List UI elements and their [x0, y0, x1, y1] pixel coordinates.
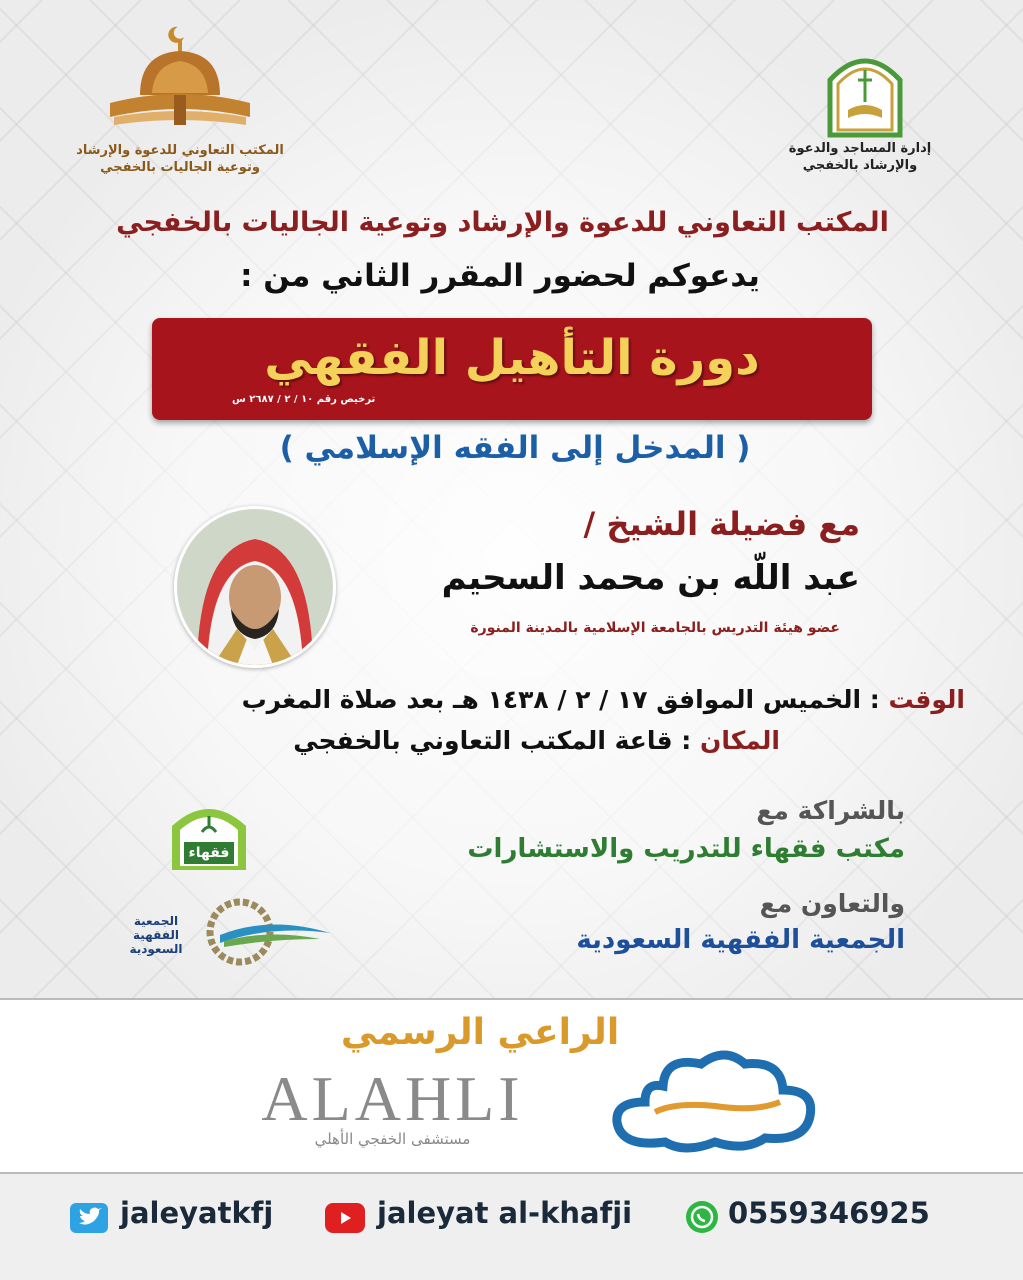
sponsor-section [0, 998, 1023, 1174]
course-subtitle: ( المدخل إلى الفقه الإسلامي ) [279, 430, 751, 466]
course-banner [152, 318, 872, 420]
partnership-label: بالشراكة مع [756, 796, 905, 825]
license-number: ترخيص رقم ١٠ / ٢ / ٢٦٨٧ س [232, 394, 376, 405]
time-label: الوقت [888, 685, 965, 714]
twitter-handle: jaleyatkfj [120, 1196, 274, 1230]
sponsor-label: الراعي الرسمي [340, 1012, 620, 1053]
sponsor-cloud-icon [605, 1042, 825, 1157]
speaker-prefix: مع فضيلة الشيخ / [583, 505, 860, 543]
course-title: دورة التأهيل الفقهي [264, 330, 760, 386]
event-time [40, 685, 965, 714]
whatsapp-number: 0559346925 [728, 1196, 930, 1230]
invitation-text: يدعوكم لحضور المقرر الثاني من : [240, 258, 760, 294]
sponsor-brand: ALAHLI [261, 1063, 524, 1134]
right-caption-line2: والإرشاد بالخفجي [802, 158, 918, 173]
youtube-icon [325, 1203, 365, 1233]
partner-name: مكتب فقهاء للتدريب والاستشارات [467, 834, 905, 864]
place-value: : قاعة المكتب التعاوني بالخفجي [293, 726, 692, 755]
cooperation-name: الجمعية الفقهية السعودية [576, 925, 905, 955]
twitter-icon [70, 1203, 108, 1233]
fuqaha-office-logo [170, 792, 248, 872]
sponsor-brand-arabic: مستشفى الخفجي الأهلي [314, 1130, 471, 1148]
assoc-line3: السعودية [129, 942, 183, 956]
right-caption-line1: إدارة المساجد والدعوة [788, 141, 932, 156]
assoc-line1: الجمعية [133, 914, 179, 928]
place-label: المكان [700, 726, 780, 755]
cooperative-office-caption [60, 142, 300, 176]
fiqh-association-logo [200, 895, 335, 970]
speaker-name: عبد اللّه بن محمد السحيم [441, 558, 860, 598]
left-caption-line1: المكتب التعاوني للدعوة والإرشاد [76, 143, 284, 158]
left-caption-line2: وتوعية الجاليات بالخفجي [100, 160, 260, 175]
speaker-photo [174, 506, 336, 668]
whatsapp-icon [686, 1201, 718, 1233]
youtube-channel: jaleyat al-khafji [377, 1196, 633, 1230]
cooperative-office-logo [100, 25, 260, 140]
assoc-line2: الفقهية [133, 928, 179, 942]
speaker-role: عضو هيئة التدريس بالجامعة الإسلامية بالمدينة المنورة [470, 620, 840, 636]
fiqh-association-caption [110, 914, 202, 956]
fuqaha-logo-text: فقهاء [188, 845, 230, 861]
time-value: : الخميس الموافق ١٧ / ٢ / ١٤٣٨ هـ بعد صلاة المغرب [241, 685, 880, 714]
event-place [200, 726, 780, 755]
organization-title: المكتب التعاوني للدعوة والإرشاد وتوعية الجاليات بالخفجي [116, 207, 889, 238]
ministry-emblem-logo [820, 40, 910, 140]
ministry-caption [760, 140, 960, 174]
cooperation-label: والتعاون مع [759, 889, 905, 918]
